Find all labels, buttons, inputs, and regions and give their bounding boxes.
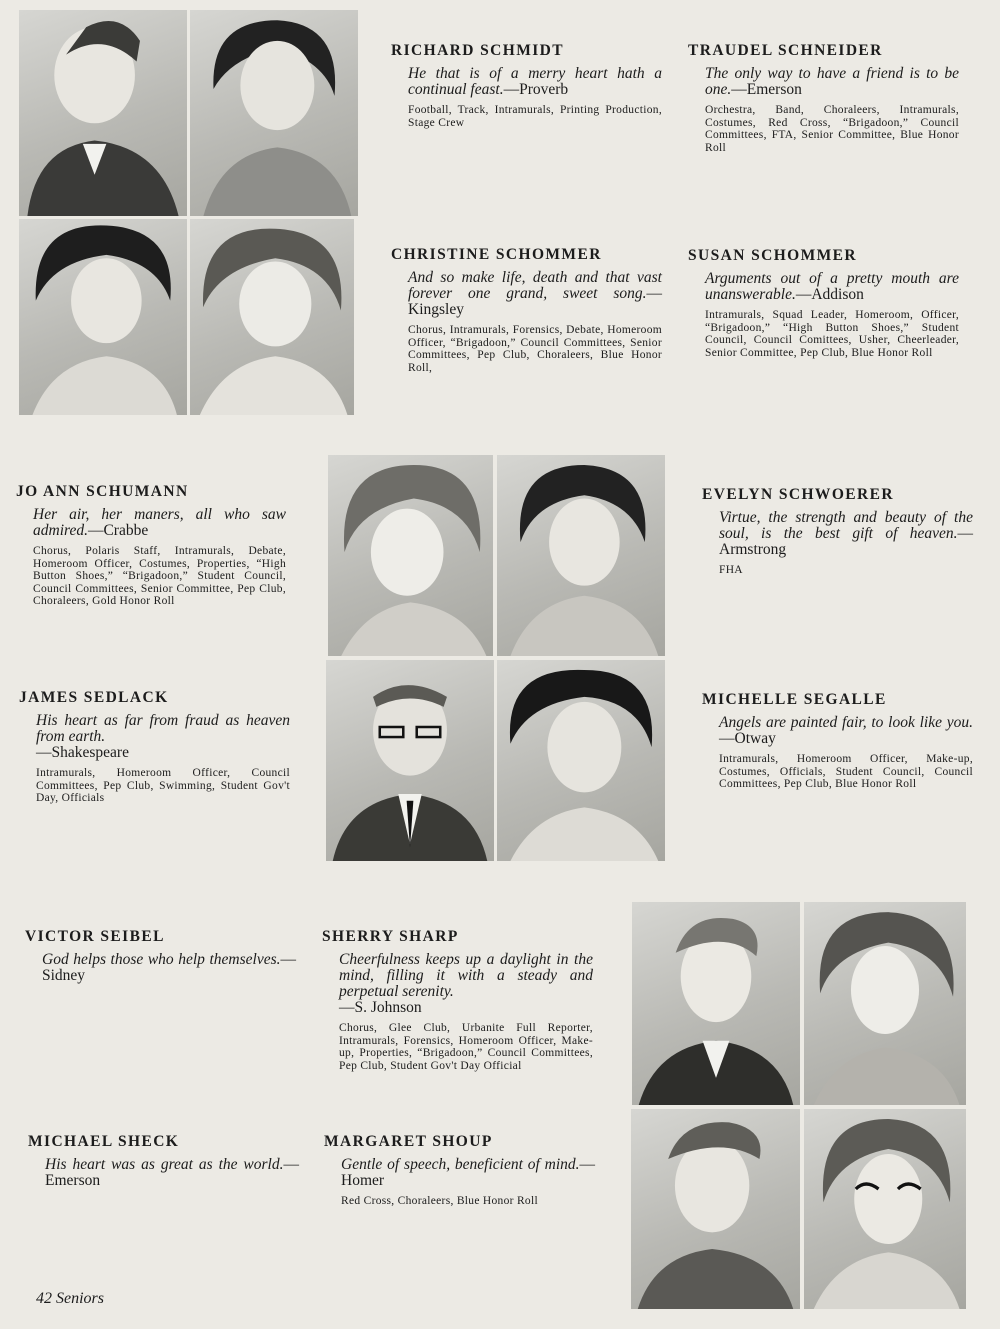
quote-text: He that is of a merry heart hath a continual feast. <box>408 65 662 98</box>
senior-activities: Chorus, Intramurals, Forensics, Debate, Homeroom Officer, “Brigadoon,” Council Committees, Senior Committees, Pep Club, Choraleers, Blue Honor Roll, <box>408 324 662 374</box>
portrait-photo-richard-schmidt <box>19 10 187 216</box>
senior-entry-michael-sheck <box>28 1133 299 1189</box>
senior-quote <box>705 66 959 98</box>
quote-text: His heart was as great as the world. <box>45 1156 284 1173</box>
senior-entry-jo-ann-schumann <box>16 483 286 608</box>
senior-quote <box>341 1157 595 1189</box>
senior-activities: Red Cross, Choraleers, Blue Honor Roll <box>341 1195 538 1207</box>
portrait-silhouette <box>804 902 966 1105</box>
senior-quote <box>408 66 662 98</box>
portrait-photo-michael-sheck <box>631 1109 800 1309</box>
senior-entry-christine-schommer <box>391 246 662 374</box>
portrait-photo-jo-ann-schumann <box>328 455 493 656</box>
quote-text: Virtue, the strength and beauty of the soul, is the best gift of heaven. <box>719 509 973 542</box>
senior-entry-sherry-sharp <box>322 928 593 1072</box>
portrait-silhouette <box>497 455 665 656</box>
senior-entry-michelle-segalle <box>702 691 973 791</box>
senior-name: MICHAEL SHECK <box>28 1133 180 1150</box>
quote-text: Cheerfulness keeps up a daylight in the mind, filling it with a steady and perpetual serenity. <box>339 951 593 1000</box>
portrait-photo-victor-seibel <box>632 902 800 1105</box>
portrait-photo-james-sedlack <box>326 660 494 861</box>
quote-text: And so make life, death and that vast forever one grand, sweet song. <box>408 269 662 302</box>
quote-author: —Otway <box>719 730 776 747</box>
quote-author: —Emerson <box>45 1156 299 1189</box>
senior-entry-margaret-shoup <box>324 1133 595 1208</box>
portrait-photo-sherry-sharp <box>804 902 966 1105</box>
portrait-photo-michelle-segalle <box>497 660 665 861</box>
quote-text: Arguments out of a pretty mouth are unanswerable. <box>705 270 959 303</box>
quote-author: —Shakespeare <box>36 744 129 761</box>
senior-name: MICHELLE SEGALLE <box>702 691 887 708</box>
senior-entry-susan-schommer <box>688 247 959 359</box>
senior-entry-richard-schmidt <box>391 42 662 129</box>
quote-author: —Emerson <box>731 81 802 98</box>
senior-name: VICTOR SEIBEL <box>25 928 165 945</box>
senior-activities: Football, Track, Intramurals, Printing Production, Stage Crew <box>408 104 662 129</box>
senior-activities: FHA <box>719 564 743 576</box>
senior-quote <box>719 510 973 558</box>
senior-quote <box>36 713 290 761</box>
senior-quote <box>45 1157 299 1189</box>
senior-quote <box>33 507 286 539</box>
quote-author: —Armstrong <box>719 525 973 558</box>
portrait-silhouette <box>328 455 493 656</box>
senior-quote <box>719 715 973 747</box>
page-folio: 42 Seniors <box>36 1290 104 1307</box>
quote-author: —Kingsley <box>408 285 662 318</box>
quote-text: His heart as far from fraud as heaven from earth. <box>36 712 290 745</box>
portrait-silhouette <box>326 660 494 861</box>
senior-entry-traudel-schneider <box>688 42 959 154</box>
quote-author: —Sidney <box>42 951 296 984</box>
senior-activities: Intramurals, Homeroom Officer, Make-up, Costumes, Officials, Student Council, Council Committees, Pep Club, Blue Honor Roll <box>719 753 973 791</box>
portrait-photo-evelyn-schwoerer <box>497 455 665 656</box>
portrait-silhouette <box>19 219 187 415</box>
portrait-silhouette <box>632 902 800 1105</box>
senior-quote <box>705 271 959 303</box>
senior-activities: Intramurals, Homeroom Officer, Council Committees, Pep Club, Swimming, Student Gov't Day, Officials <box>36 767 290 805</box>
quote-author: —S. Johnson <box>339 999 422 1016</box>
senior-quote <box>408 270 662 318</box>
senior-activities: Chorus, Glee Club, Urbanite Full Reporter, Intramurals, Forensics, Homeroom Officer, Make-up, Properties, “Brigadoon,” Council Committees, Pep Club, Student Gov't Day Official <box>339 1022 593 1072</box>
quote-author: —Crabbe <box>87 522 149 539</box>
senior-entry-victor-seibel <box>25 928 296 984</box>
portrait-photo-margaret-shoup <box>804 1109 966 1309</box>
portrait-silhouette <box>190 219 354 415</box>
quote-text: Gentle of speech, beneficient of mind. <box>341 1156 580 1173</box>
senior-name: CHRISTINE SCHOMMER <box>391 246 602 263</box>
quote-text: Angels are painted fair, to look like you. <box>719 714 973 731</box>
quote-author: —Homer <box>341 1156 595 1189</box>
portrait-silhouette <box>804 1109 966 1309</box>
portrait-photo-susan-schommer <box>190 219 354 415</box>
senior-name: TRAUDEL SCHNEIDER <box>688 42 883 59</box>
senior-name: MARGARET SHOUP <box>324 1133 493 1150</box>
senior-quote <box>42 952 296 984</box>
quote-text: Her air, her maners, all who saw admired. <box>33 506 286 539</box>
quote-author: —Proverb <box>503 81 569 98</box>
portrait-silhouette <box>19 10 187 216</box>
senior-activities: Chorus, Polaris Staff, Intramurals, Debate, Homeroom Officer, Costumes, Properties, “High Button Shoes,” “Brigadoon,” Student Council, Council Committees, Senior Committee, Pep Club, Choraleers, Gold Honor Roll <box>33 545 286 608</box>
senior-quote <box>339 952 593 1016</box>
senior-name: RICHARD SCHMIDT <box>391 42 564 59</box>
senior-activities: Orchestra, Band, Choraleers, Intramurals, Costumes, Red Cross, “Brigadoon,” Council Committees, FTA, Senior Committee, Blue Honor Roll <box>705 104 959 154</box>
senior-name: JAMES SEDLACK <box>19 689 169 706</box>
portrait-photo-traudel-schneider <box>190 10 358 216</box>
senior-name: SUSAN SCHOMMER <box>688 247 858 264</box>
portrait-photo-christine-schommer <box>19 219 187 415</box>
portrait-silhouette <box>497 660 665 861</box>
quote-text: God helps those who help themselves. <box>42 951 281 968</box>
senior-entry-james-sedlack <box>19 689 290 805</box>
quote-author: —Addison <box>795 286 864 303</box>
senior-name: JO ANN SCHUMANN <box>16 483 189 500</box>
portrait-silhouette <box>190 10 358 216</box>
portrait-silhouette <box>631 1109 800 1309</box>
quote-text: The only way to have a friend is to be one. <box>705 65 959 98</box>
senior-activities: Intramurals, Squad Leader, Homeroom, Officer, “Brigadoon,” “High Button Shoes,” Student Council, Council Comittees, Usher, Cheerleader, Senior Committee, Pep Club, Blue Honor Roll <box>705 309 959 359</box>
senior-name: EVELYN SCHWOERER <box>702 486 894 503</box>
senior-entry-evelyn-schwoerer <box>702 486 973 577</box>
senior-name: SHERRY SHARP <box>322 928 459 945</box>
